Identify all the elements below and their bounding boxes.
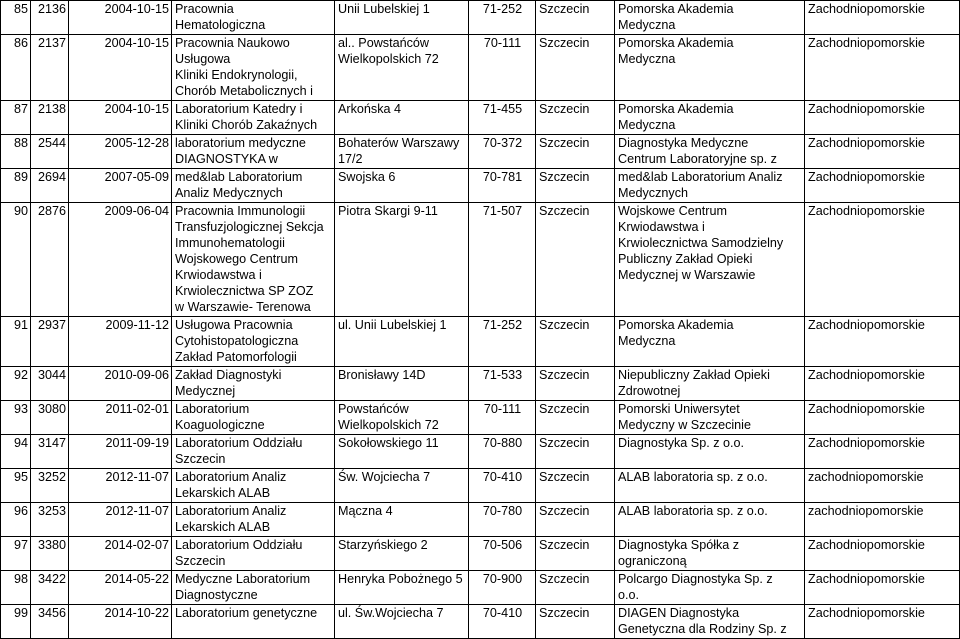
city-cell: Szczecin <box>536 401 615 435</box>
registration-date-cell: 2007-05-09 <box>69 169 172 203</box>
row-number-cell: 86 <box>1 35 31 101</box>
city-cell: Szczecin <box>536 571 615 605</box>
city-cell: Szczecin <box>536 367 615 401</box>
table-row <box>1 605 960 639</box>
registry-id-cell: 2694 <box>31 169 69 203</box>
registry-id-cell: 3044 <box>31 367 69 401</box>
owner-entity-cell: ALAB laboratoria sp. z o.o. <box>615 469 805 503</box>
voivodeship-cell: Zachodniopomorskie <box>805 401 960 435</box>
row-number-cell: 93 <box>1 401 31 435</box>
row-number-cell: 88 <box>1 135 31 169</box>
postal-code-cell: 71-533 <box>469 367 536 401</box>
voivodeship-cell: Zachodniopomorskie <box>805 203 960 317</box>
laboratory-name-cell: Laboratorium Koaguologiczne <box>172 401 335 435</box>
table-row <box>1 367 960 401</box>
owner-entity-cell: Niepubliczny Zakład Opieki Zdrowotnej <box>615 367 805 401</box>
city-cell: Szczecin <box>536 503 615 537</box>
voivodeship-cell: Zachodniopomorskie <box>805 35 960 101</box>
street-address-cell: Unii Lubelskiej 1 <box>335 1 469 35</box>
postal-code-cell: 70-781 <box>469 169 536 203</box>
owner-entity-cell: Pomorska Akademia Medyczna <box>615 317 805 367</box>
laboratory-name-cell: Laboratorium genetyczne <box>172 605 335 639</box>
voivodeship-cell: Zachodniopomorskie <box>805 101 960 135</box>
registry-id-cell: 3080 <box>31 401 69 435</box>
street-address-cell: Bohaterów Warszawy 17/2 <box>335 135 469 169</box>
city-cell: Szczecin <box>536 101 615 135</box>
street-address-cell: Swojska 6 <box>335 169 469 203</box>
city-cell: Szczecin <box>536 317 615 367</box>
row-number-cell: 87 <box>1 101 31 135</box>
registry-id-cell: 3422 <box>31 571 69 605</box>
street-address-cell: Powstańców Wielkopolskich 72 <box>335 401 469 435</box>
postal-code-cell: 71-252 <box>469 317 536 367</box>
owner-entity-cell: Pomorska Akademia Medyczna <box>615 1 805 35</box>
registration-date-cell: 2004-10-15 <box>69 101 172 135</box>
laboratory-name-cell: Medyczne Laboratorium Diagnostyczne <box>172 571 335 605</box>
table-row <box>1 503 960 537</box>
laboratory-name-cell: Laboratorium Analiz Lekarskich ALAB <box>172 469 335 503</box>
voivodeship-cell: Zachodniopomorskie <box>805 367 960 401</box>
postal-code-cell: 71-252 <box>469 1 536 35</box>
street-address-cell: ul. Unii Lubelskiej 1 <box>335 317 469 367</box>
postal-code-cell: 70-900 <box>469 571 536 605</box>
laboratory-name-cell: Zakład Diagnostyki Medycznej <box>172 367 335 401</box>
row-number-cell: 99 <box>1 605 31 639</box>
street-address-cell: Starzyńskiego 2 <box>335 537 469 571</box>
voivodeship-cell: Zachodniopomorskie <box>805 317 960 367</box>
registry-id-cell: 2136 <box>31 1 69 35</box>
table-row <box>1 469 960 503</box>
laboratory-name-cell: Usługowa Pracownia Cytohistopatologiczna Zakład Patomorfologii <box>172 317 335 367</box>
laboratory-name-cell: med&lab Laboratorium Analiz Medycznych <box>172 169 335 203</box>
postal-code-cell: 70-506 <box>469 537 536 571</box>
voivodeship-cell: zachodniopomorskie <box>805 503 960 537</box>
row-number-cell: 89 <box>1 169 31 203</box>
owner-entity-cell: ALAB laboratoria sp. z o.o. <box>615 503 805 537</box>
owner-entity-cell: DIAGEN Diagnostyka Genetyczna dla Rodziny Sp. z <box>615 605 805 639</box>
registry-id-cell: 3456 <box>31 605 69 639</box>
table-row <box>1 571 960 605</box>
owner-entity-cell: Diagnostyka Spółka z ograniczoną <box>615 537 805 571</box>
laboratory-name-cell: Laboratorium Katedry i Kliniki Chorób Zakaźnych <box>172 101 335 135</box>
voivodeship-cell: zachodniopomorskie <box>805 469 960 503</box>
voivodeship-cell: Zachodniopomorskie <box>805 1 960 35</box>
owner-entity-cell: Pomorska Akademia Medyczna <box>615 35 805 101</box>
city-cell: Szczecin <box>536 1 615 35</box>
street-address-cell: Św. Wojciecha 7 <box>335 469 469 503</box>
city-cell: Szczecin <box>536 135 615 169</box>
registry-id-cell: 3252 <box>31 469 69 503</box>
registration-date-cell: 2004-10-15 <box>69 35 172 101</box>
registry-id-cell: 2138 <box>31 101 69 135</box>
city-cell: Szczecin <box>536 203 615 317</box>
row-number-cell: 96 <box>1 503 31 537</box>
street-address-cell: Mączna 4 <box>335 503 469 537</box>
registration-date-cell: 2014-05-22 <box>69 571 172 605</box>
street-address-cell: al.. Powstańców Wielkopolskich 72 <box>335 35 469 101</box>
owner-entity-cell: Polcargo Diagnostyka Sp. z o.o. <box>615 571 805 605</box>
voivodeship-cell: Zachodniopomorskie <box>805 135 960 169</box>
laboratory-name-cell: Pracownia Hematologiczna <box>172 1 335 35</box>
laboratory-name-cell: Laboratorium Oddziału Szczecin <box>172 435 335 469</box>
postal-code-cell: 70-410 <box>469 605 536 639</box>
laboratory-name-cell: Laboratorium Oddziału Szczecin <box>172 537 335 571</box>
registration-date-cell: 2012-11-07 <box>69 503 172 537</box>
postal-code-cell: 70-880 <box>469 435 536 469</box>
table-row <box>1 169 960 203</box>
row-number-cell: 97 <box>1 537 31 571</box>
table-row <box>1 435 960 469</box>
row-number-cell: 85 <box>1 1 31 35</box>
postal-code-cell: 70-111 <box>469 35 536 101</box>
registry-id-cell: 3253 <box>31 503 69 537</box>
laboratory-name-cell: laboratorium medyczne DIAGNOSTYKA w <box>172 135 335 169</box>
owner-entity-cell: Wojskowe Centrum Krwiodawstwa i Krwiolecznictwa Samodzielny Publiczny Zakład Opieki Medycznej w Warszawie <box>615 203 805 317</box>
table-body <box>1 1 960 639</box>
row-number-cell: 90 <box>1 203 31 317</box>
voivodeship-cell: Zachodniopomorskie <box>805 571 960 605</box>
owner-entity-cell: Pomorska Akademia Medyczna <box>615 101 805 135</box>
street-address-cell: Henryka Pobożnego 5 <box>335 571 469 605</box>
row-number-cell: 98 <box>1 571 31 605</box>
city-cell: Szczecin <box>536 537 615 571</box>
postal-code-cell: 71-455 <box>469 101 536 135</box>
city-cell: Szczecin <box>536 35 615 101</box>
registry-id-cell: 2937 <box>31 317 69 367</box>
postal-code-cell: 70-410 <box>469 469 536 503</box>
registry-id-cell: 3147 <box>31 435 69 469</box>
postal-code-cell: 70-111 <box>469 401 536 435</box>
table-row <box>1 135 960 169</box>
street-address-cell: Bronisławy 14D <box>335 367 469 401</box>
row-number-cell: 95 <box>1 469 31 503</box>
laboratory-name-cell: Pracownia Immunologii Transfuzjologicznej Sekcja Immunohematologii Wojskowego Centrum Krwiodawstwa i Krwiolecznictwa SP ZOZ w Warszawie- Terenowa <box>172 203 335 317</box>
table-row <box>1 35 960 101</box>
row-number-cell: 92 <box>1 367 31 401</box>
postal-code-cell: 70-372 <box>469 135 536 169</box>
table-row <box>1 537 960 571</box>
street-address-cell: Arkońska 4 <box>335 101 469 135</box>
registration-date-cell: 2005-12-28 <box>69 135 172 169</box>
registry-id-cell: 2544 <box>31 135 69 169</box>
owner-entity-cell: Diagnostyka Sp. z o.o. <box>615 435 805 469</box>
registration-date-cell: 2011-02-01 <box>69 401 172 435</box>
city-cell: Szczecin <box>536 469 615 503</box>
postal-code-cell: 70-780 <box>469 503 536 537</box>
owner-entity-cell: Pomorski Uniwersytet Medyczny w Szczecinie <box>615 401 805 435</box>
table-row <box>1 401 960 435</box>
registration-date-cell: 2010-09-06 <box>69 367 172 401</box>
registry-id-cell: 3380 <box>31 537 69 571</box>
table-row <box>1 203 960 317</box>
voivodeship-cell: Zachodniopomorskie <box>805 169 960 203</box>
registration-date-cell: 2014-10-22 <box>69 605 172 639</box>
table-row <box>1 317 960 367</box>
city-cell: Szczecin <box>536 605 615 639</box>
registration-date-cell: 2009-06-04 <box>69 203 172 317</box>
street-address-cell: Sokołowskiego 11 <box>335 435 469 469</box>
voivodeship-cell: Zachodniopomorskie <box>805 537 960 571</box>
owner-entity-cell: Diagnostyka Medyczne Centrum Laboratoryjne sp. z <box>615 135 805 169</box>
table-row <box>1 1 960 35</box>
table-row <box>1 101 960 135</box>
street-address-cell: Piotra Skargi 9-11 <box>335 203 469 317</box>
postal-code-cell: 71-507 <box>469 203 536 317</box>
street-address-cell: ul. Św.Wojciecha 7 <box>335 605 469 639</box>
registration-date-cell: 2004-10-15 <box>69 1 172 35</box>
laboratory-name-cell: Pracownia Naukowo Usługowa Kliniki Endokrynologii, Chorób Metabolicznych i <box>172 35 335 101</box>
city-cell: Szczecin <box>536 169 615 203</box>
voivodeship-cell: Zachodniopomorskie <box>805 435 960 469</box>
row-number-cell: 94 <box>1 435 31 469</box>
laboratory-name-cell: Laboratorium Analiz Lekarskich ALAB <box>172 503 335 537</box>
owner-entity-cell: med&lab Laboratorium Analiz Medycznych <box>615 169 805 203</box>
registration-date-cell: 2009-11-12 <box>69 317 172 367</box>
row-number-cell: 91 <box>1 317 31 367</box>
registry-id-cell: 2876 <box>31 203 69 317</box>
registration-date-cell: 2011-09-19 <box>69 435 172 469</box>
registry-id-cell: 2137 <box>31 35 69 101</box>
voivodeship-cell: Zachodniopomorskie <box>805 605 960 639</box>
city-cell: Szczecin <box>536 435 615 469</box>
registration-date-cell: 2012-11-07 <box>69 469 172 503</box>
registration-date-cell: 2014-02-07 <box>69 537 172 571</box>
